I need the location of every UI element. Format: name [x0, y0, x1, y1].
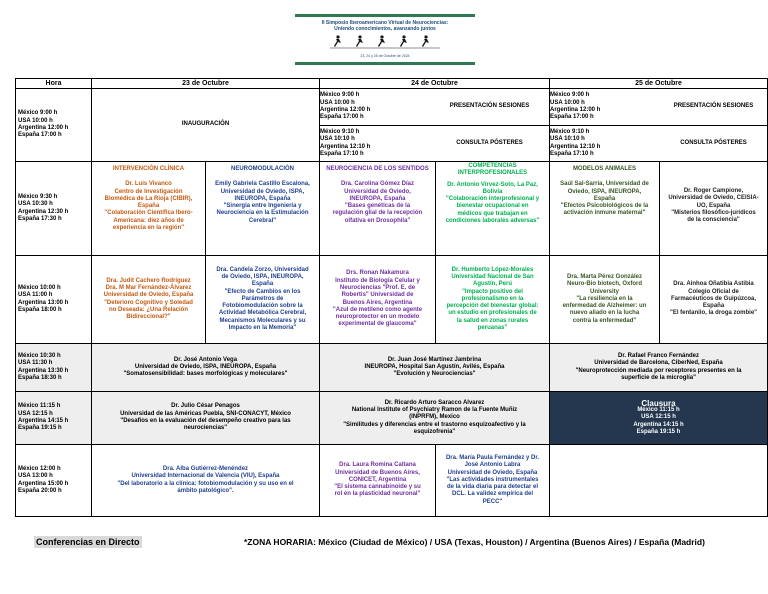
symposium-dates: 23, 24 y 25 de Octubre de 2024	[360, 54, 410, 58]
session-cell: Dra. Laura Romina Caltana Universidad de Buenos Aires, CONICET, Argentina "El sistema cannabinoide y su rol en la plasticidad neuronal"	[320, 445, 436, 517]
symposium-title: II Simposio Iberoamericano Virtual de Neurociencias:	[321, 20, 449, 26]
keynote-cell: Dr. Juan José Martínez Jambrina INEUROPA, Hospital San Agustín, Avilés, España "Evolución y Neurociencias"	[320, 344, 550, 392]
session-cell: NEUROMODULACIÓN Emily Gabriela Castillo Escalona, Universidad de Oviedo, ISPA, INEUROPA, España "Sinergia entre Ingeniería y Neurociencia en la Estimulación Cerebral"	[206, 162, 320, 256]
session-cell: NEUROCIENCIA DE LOS SENTIDOS Dra. Carolina Gómez Díaz Universidad de Oviedo, INEUROPA, España "Bases genéticas de la regulación glial de la recepción olfativa en Drosophila"	[320, 162, 436, 256]
keynote-cell: Dr. José Antonio Vega Universidad de Oviedo, ISPA, INEUROPA, España "Somatosensibilidad: bases morfológicas y moleculares"	[92, 344, 320, 392]
presentation-sessions-label: PRESENTACIÓN SESIONES	[449, 103, 530, 110]
time-zone-note: *ZONA HORARIA: México (Ciudad de México) / USA (Texas, Houston) / Argentina (Buenos Aires) / España (Madrid)	[244, 537, 705, 547]
session-cell: Dra. Marta Pérez González Neuro-Bio biotech, Oxford University "La resiliencia en la enfermedad de Alzheimer: un nuevo aliado en la lucha contra la enfermedad"	[550, 256, 660, 344]
symposium-subtitle: Uniendo conocimientos, avanzando juntos	[334, 26, 436, 32]
time-cell: México 9:30 h USA 10:30 h Argentina 12:30 h España 17:30 h	[16, 162, 92, 256]
header-top-bar	[295, 14, 475, 17]
session-cell: INTERVENCIÓN CLÍNICA Dr. Luis Vivanco Centro de Investigación Biomédica de La Rioja (CIBIR), España "Colaboración Científica Ibero- Americana: diez años de experiencia en la región"	[92, 162, 206, 256]
time-cell: México 10:00 h USA 11:00 h Argentina 13:00 h España 18:00 h	[16, 256, 92, 344]
header-bottom-bar	[295, 62, 475, 65]
column-day1: 23 de Octubre	[92, 79, 320, 89]
column-day2: 24 de Octubre	[320, 79, 550, 89]
column-hour: Hora	[16, 79, 92, 89]
inauguration-cell: INAUGURACIÓN	[92, 89, 320, 162]
session-cell: Dra. María Paula Fernández y Dr. José Antonio Labra Universidad de Oviedo, España "Las actividades instrumentales de la vida diaria para detectar el DCL. La validez empírica del PECC"	[436, 445, 550, 517]
presentation-sessions-label: PRESENTACIÓN SESIONES	[673, 103, 754, 110]
day3-opening-cell: México 9:00 h USA 10:00 h Argentina 12:00 h España 17:00 h PRESENTACIÓN SESIONES México 9:10 h USA 10:10 h Argentina 12:10 h España 17:10 h CONSULTA PÓSTERES	[550, 89, 768, 162]
time-cell: México 12:00 h USA 13:00 h Argentina 15:00 h España 20:00 h	[16, 445, 92, 517]
time-cell: México 9:00 h USA 10:00 h Argentina 12:00 h España 17:00 h	[16, 89, 92, 162]
session-cell: MODELOS ANIMALES Saúl Sal-Sarria, Universidad de Oviedo, ISPA, INEUROPA, España "Efectos Psicobiológicos de la activación inmune maternal"	[550, 162, 660, 256]
symposium-header	[295, 14, 475, 76]
poster-consultation-label: CONSULTA PÓSTERES	[680, 139, 747, 146]
runners-illustration	[330, 34, 440, 49]
time-cell: México 10:30 h USA 11:30 h Argentina 13:30 h España 18:30 h	[16, 344, 92, 392]
schedule-row-keynote-2	[16, 392, 768, 445]
session-cell: Drs. Ronan Nakamura Instituto de Biología Celular y Neurociencias "Prof. E. de Robertis" Universidad de Buenos Aires, Argentina "Azul de metileno como agente neuroprotector en un modelo experimental de glaucoma"	[320, 256, 436, 344]
schedule-row-session-1	[16, 162, 768, 256]
schedule-row-session-2	[16, 256, 768, 344]
keynote-cell: Dr. Ricardo Arturo Saracco Alvarez National Institute of Psychiatry Ramon de la Fuente Muñiz (INPRFM), Mexico "Similitudes y diferencias entre el trastorno esquizoafectivo y la esquizofrenia"	[320, 392, 550, 445]
session-cell: Dra. Alba Gutiérrez-Menéndez Universidad Internacional de Valencia (VIU), España "Del laboratorio a la clínica: fotobiomodulación y su uso en el ámbito patológico".	[92, 445, 320, 517]
closing-title: Clausura	[641, 398, 676, 408]
schedule-row-session-3	[16, 445, 768, 517]
session-cell: Dr. Humberto López-Morales Universidad Nacional de San Agustín, Perú "Impacto positivo del profesionalismo en la percepción del bienestar global: un estudio en profesionales de la salud en zonas rurales peruanas"	[436, 256, 550, 344]
closing-cell: Clausura México 11:15 h USA 12:15 h Argentina 14:15 h España 19:15 h	[550, 392, 768, 445]
empty-cell	[550, 445, 768, 517]
day2-opening-cell: México 9:00 h USA 10:00 h Argentina 12:00 h España 17:00 h PRESENTACIÓN SESIONES México 9:10 h USA 10:10 h Argentina 12:10 h España 17:10 h CONSULTA PÓSTERES	[320, 89, 550, 162]
column-day3: 25 de Octubre	[550, 79, 768, 89]
session-cell: Dr. Roger Campione, Universidad de Oviedo, CEISIA- UO, España "Misterios filosófico-jurídicos de la consciencia"	[660, 162, 768, 256]
live-conferences-legend: Conferencias en Directo	[36, 537, 140, 547]
session-cell: Dra. Candela Zorzo, Universidad de Oviedo, ISPA, INEUROPA, España "Efecto de Cambios en los Parámetros de Fotobiomodulación sobre la Actividad Metabólica Cerebral, Mecanismos Moleculares y su Impacto en la Memoria"	[206, 256, 320, 344]
session-cell: Dra. Ainhoa Oñatibia Astibia Colegio Oficial de Farmacéuticos de Guipúzcoa, España "El fentanilo, la droga zombie"	[660, 256, 768, 344]
session-cell: COMPETENCIAS INTERPROFESIONALES Dr. Antonio Vírvez-Soto, La Paz, Bolivia "Colaboración interprofesional y bienestar ocupacional en médicos que trabajan en condiciones laborales adversas"	[436, 162, 550, 256]
poster-consultation-label: CONSULTA PÓSTERES	[456, 139, 523, 146]
schedule-row-keynote-1	[16, 344, 768, 392]
keynote-cell: Dr. Julio César Penagos Universidad de las Américas Puebla, SNI-CONACYT, México "Desafíos en la evaluación del desempeño creativo para las neurociencias"	[92, 392, 320, 445]
time-cell: México 11:15 h USA 12:15 h Argentina 14:15 h España 19:15 h	[16, 392, 92, 445]
session-cell: Dra. Judit Cachero Rodríguez Dra. M Mar Fernández-Álvarez Universidad de Oviedo, España "Deterioro Cognitivo y Soledad no Deseada: ¿Una Relación Bidireccional?"	[92, 256, 206, 344]
schedule-row-opening	[16, 89, 768, 162]
schedule-table	[15, 78, 768, 517]
header-row	[16, 79, 768, 89]
keynote-cell: Dr. Rafael Franco Fernández Universidad de Barcelona, CiberNed, España "Neuroprotección mediada por receptores presentes en la superficie de la microglía"	[550, 344, 768, 392]
